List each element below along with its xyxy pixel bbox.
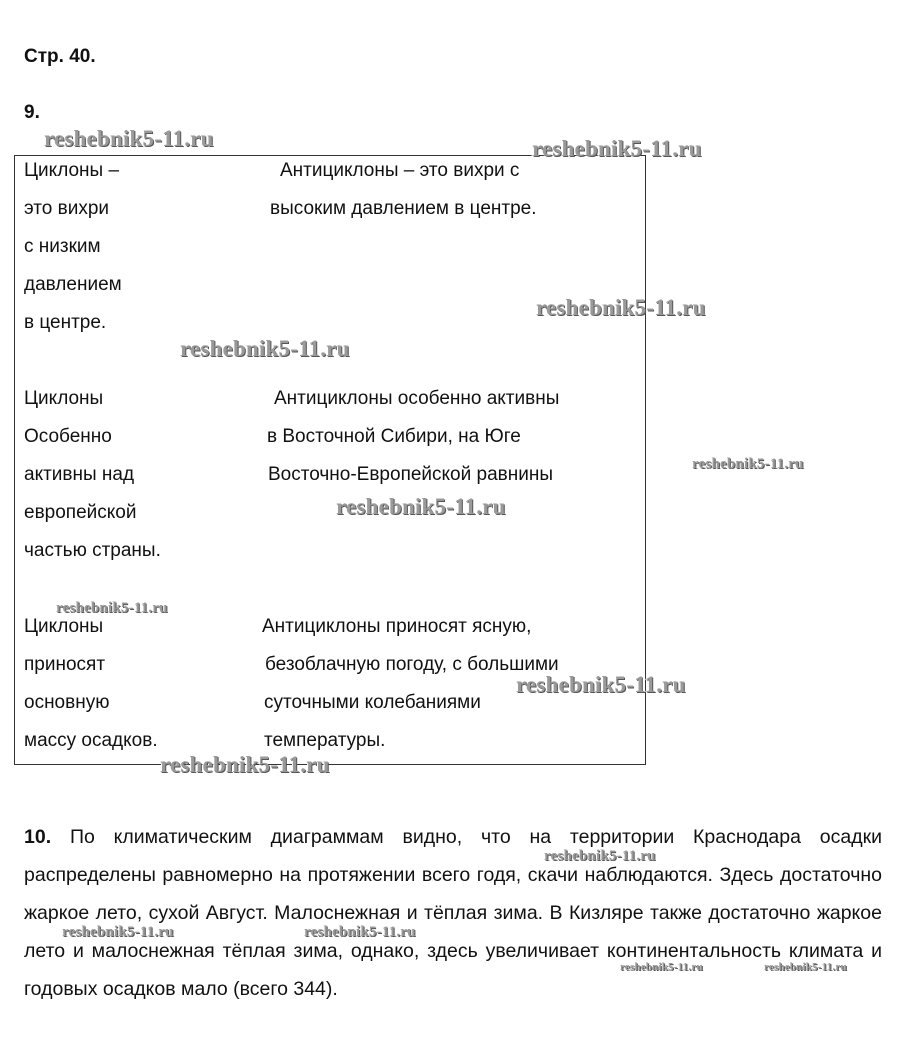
row3-cyclone-line: массу осадков. (24, 730, 158, 751)
row2-cyclone-line: частью страны. (24, 540, 161, 561)
watermark: reshebnik5-11.ru (544, 848, 656, 864)
row1-cyclone-line: это вихри (24, 198, 109, 219)
watermark: reshebnik5-11.ru (44, 126, 214, 151)
watermark: reshebnik5-11.ru (764, 961, 847, 973)
row3-cyclone-line: приносят (24, 654, 106, 675)
row2-cyclone-line: Циклоны (24, 388, 104, 409)
row2-anticyclone-line: Антициклоны особенно активны (274, 388, 560, 409)
row2-cyclone-line: Особенно (24, 426, 112, 447)
watermark: reshebnik5-11.ru (304, 924, 416, 940)
row1-anticyclone-line: Антициклоны – это вихри с (280, 160, 520, 181)
watermark: reshebnik5-11.ru (56, 600, 168, 616)
row2-anticyclone-line: Восточно-Европейской равнины (268, 464, 553, 485)
row3-cyclone-line: основную (24, 692, 110, 713)
watermark: reshebnik5-11.ru (516, 672, 686, 697)
task-10-paragraph (24, 818, 882, 1008)
watermark: reshebnik5-11.ru (692, 456, 804, 472)
watermark: reshebnik5-11.ru (336, 494, 506, 519)
row1-cyclone-line: Циклоны – (24, 160, 120, 181)
task-10-text: По климатическим диаграммам видно, что на территории Краснодара осадки распределены равномерно на протяжении всего годя, скачи наблюдаются. Здесь достаточно жаркое лето, сухой Август. Малоснежная и тёплая зима. В Кизляре также достаточно жаркое лето и малоснежная тёплая зима, однако, здесь увеличивает континентальность климата и годовых осадков мало (всего 344). (24, 826, 882, 1000)
row3-anticyclone-line: безоблачную погоду, с большими (265, 654, 559, 675)
watermark: reshebnik5-11.ru (160, 752, 330, 777)
watermark: reshebnik5-11.ru (180, 336, 350, 361)
watermark: reshebnik5-11.ru (536, 295, 706, 320)
row2-anticyclone-line: в Восточной Сибири, на Юге (267, 426, 521, 447)
watermark: reshebnik5-11.ru (532, 136, 702, 161)
task-9-number: 9. (24, 102, 40, 123)
row1-cyclone-line: с низким (24, 236, 101, 257)
row1-cyclone-line: в центре. (24, 312, 107, 333)
task-10-number: 10. (24, 826, 52, 848)
row3-cyclone-line: Циклоны (24, 616, 104, 637)
row3-anticyclone-line: температуры. (264, 730, 386, 751)
page-label: Стр. 40. (24, 46, 96, 67)
row3-anticyclone-line: суточными колебаниями (264, 692, 481, 713)
row3-anticyclone-line: Антициклоны приносят ясную, (262, 616, 532, 637)
row2-cyclone-line: активны над (24, 464, 135, 485)
watermark: reshebnik5-11.ru (620, 961, 703, 973)
row2-cyclone-line: европейской (24, 502, 137, 523)
watermark: reshebnik5-11.ru (62, 924, 174, 940)
row1-cyclone-line: давлением (24, 274, 122, 295)
row1-anticyclone-line: высоким давлением в центре. (270, 198, 537, 219)
